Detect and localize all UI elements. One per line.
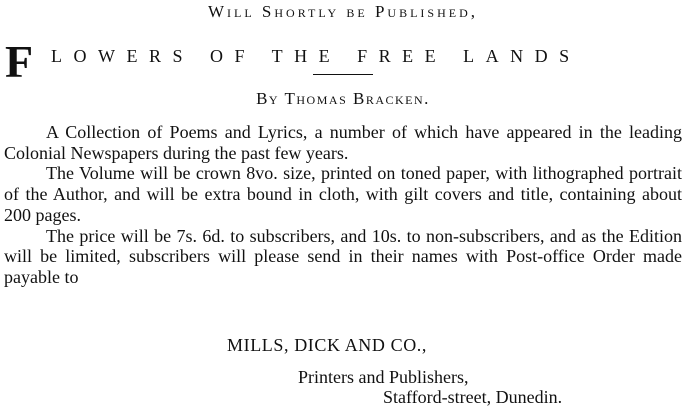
volume-paragraph: The Volume will be crown 8vo. size, printed on toned paper, with lithographed portrait of the Author, and will be extra bound in cloth, with gilt covers and title, containing about 200 pages. (4, 163, 682, 225)
title-text: LOWERS OF THE FREE LANDS (51, 46, 581, 66)
description-paragraph: A Collection of Poems and Lyrics, a number of which have appeared in the leading Colonial Newspapers during the past few years. (4, 122, 682, 163)
author-byline: By Thomas Bracken. (256, 89, 430, 108)
price-paragraph: The price will be 7s. 6d. to subscribers, and 10s. to non-subscribers, and as the Edition will be limited, subscribers will please send in their names with Post-office Order made payable to (4, 225, 682, 287)
title-initial: F (5, 36, 34, 87)
publisher-role: Printers and Publishers, (298, 367, 469, 387)
title-rule (313, 74, 373, 75)
publication-notice: Will Shortly be Published, (207, 2, 479, 21)
advertisement-body (4, 122, 682, 288)
book-title (5, 36, 685, 87)
publisher-name: MILLS, DICK AND CO., (227, 335, 428, 355)
publisher-address: Stafford-street, Dunedin. (383, 387, 563, 407)
